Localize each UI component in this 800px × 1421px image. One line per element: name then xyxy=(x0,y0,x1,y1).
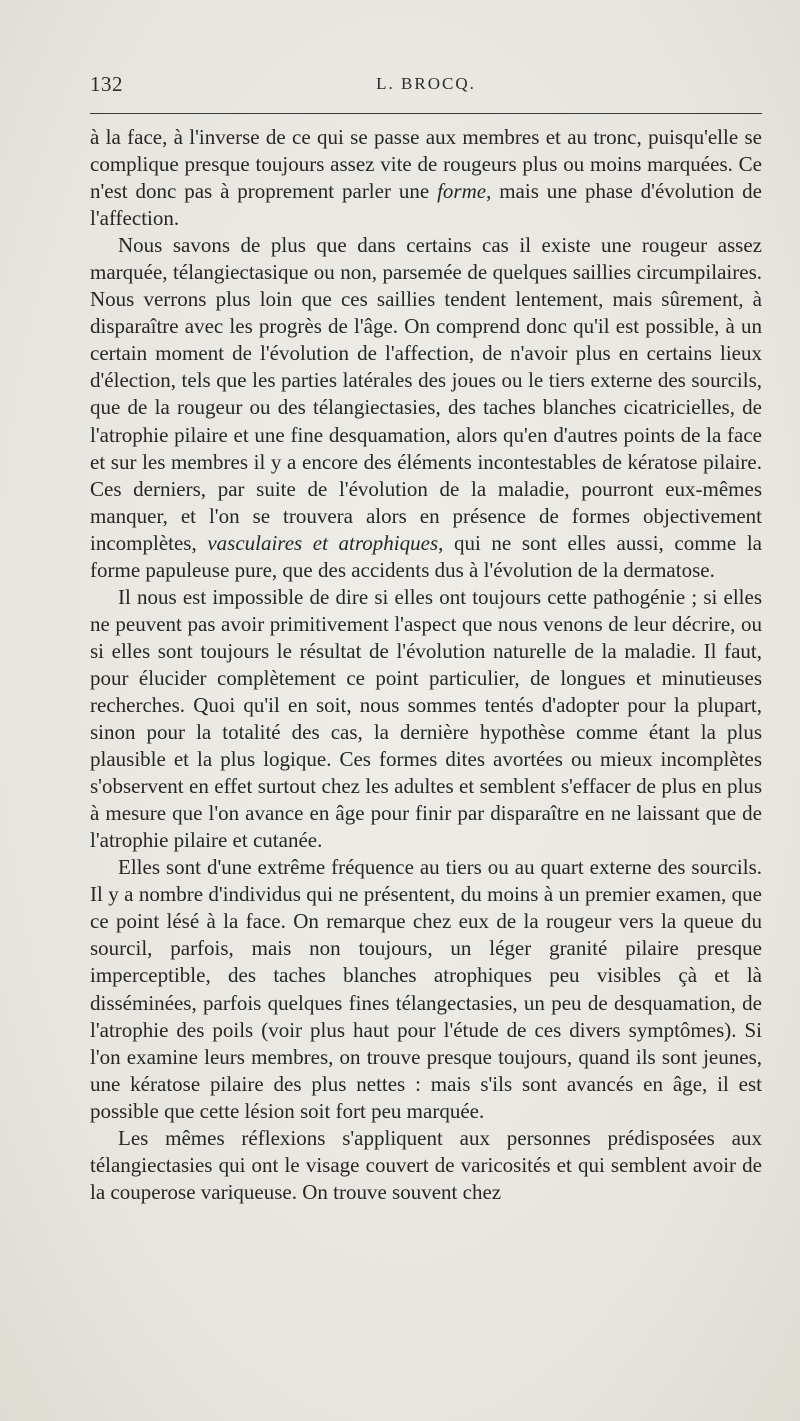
paragraph-1: à la face, à l'inverse de ce qui se passe aux membres et au tronc, puisqu'elle se complique presque toujours assez vite de rougeurs plus ou moins marquées. Ce n'est donc pas à proprement parler une forme, mais une phase d'évolution de l'affection. xyxy=(90,125,762,231)
header-rule xyxy=(90,113,762,114)
paragraph-5: Les mêmes réflexions s'appliquent aux personnes prédisposées aux télangiectasies qui ont le visage couvert de varicosités et qui semblent avoir de la couperose variqueuse. On trouve souvent chez xyxy=(90,1125,762,1204)
page-header xyxy=(90,72,762,102)
paragraph-2: Nous savons de plus que dans certains cas il existe une rougeur assez marquée, télangiectasique ou non, parsemée de quelques saillies circumpilaires. Nous verrons plus loin que ces saillies tendent lentement, mais sûrement, à disparaître avec les progrès de l'âge. On comprend donc qu'il est possible, à un certain moment de l'évolution de l'affection, de n'avoir plus en certains lieux d'élection, tels que les parties latérales des joues ou le tiers externe des sourcils, que de la rougeur ou des télangiectasies, des taches blanches cicatricielles, de l'atrophie pilaire et une fine desquamation, alors qu'en d'autres points de la face et sur les membres il y a encore des éléments incontestables de kératose pilaire. Ces derniers, par suite de l'évolution de la maladie, pourront eux-mêmes manquer, et l'on se trouvera alors en présence de formes objectivement incomplètes, vasculaires et atrophiques, qui ne sont elles aussi, comme la forme papuleuse pure, que des accidents dus à l'évolution de la dermatose. xyxy=(90,233,762,582)
running-head: L. BROCQ. xyxy=(376,74,476,93)
body-text xyxy=(90,124,762,1206)
italic-term: vasculaires et atrophiques xyxy=(207,530,439,555)
italic-term: forme xyxy=(437,179,487,204)
paragraph-4: Elles sont d'une extrême fréquence au tiers ou au quart externe des sourcils. Il y a nombre d'individus qui ne présentent, du moins à un premier examen, que ce point lésé à la face. On remarque chez eux de la rougeur vers la queue du sourcil, parfois, mais non toujours, un léger granité pilaire presque imperceptible, des taches blanches atrophiques peu visibles çà et là disséminées, parfois quelques fines télangectasies, un peu de desquamation, de l'atrophie des poils (voir plus haut pour l'étude de ces divers symptômes). Si l'on examine leurs membres, on trouve presque toujours, quand ils sont jeunes, une kératose pilaire des plus nettes : mais s'ils sont avancés en âge, il est possible que cette lésion soit fort peu marquée. xyxy=(90,855,762,1123)
page-number: 132 xyxy=(90,72,123,96)
paragraph-3: Il nous est impossible de dire si elles ont toujours cette pathogénie ; si elles ne peuvent pas avoir primitivement l'aspect que nous venons de leur décrire, ou si elles sont toujours le résultat de l'évolution naturelle de la maladie. Il faut, pour élucider complètement ce point particulier, de longues et minutieuses recherches. Quoi qu'il en soit, nous sommes tentés d'adopter pour la plupart, sinon pour la totalité des cas, la dernière hypothèse comme étant la plus plausible et la plus logique. Ces formes dites avortées ou mieux incomplètes s'observent en effet surtout chez les adultes et semblent s'effacer de plus en plus à mesure que l'on avance en âge pour finir par disparaître en ne laissant que de l'atrophie pilaire et cutanée. xyxy=(90,584,762,853)
